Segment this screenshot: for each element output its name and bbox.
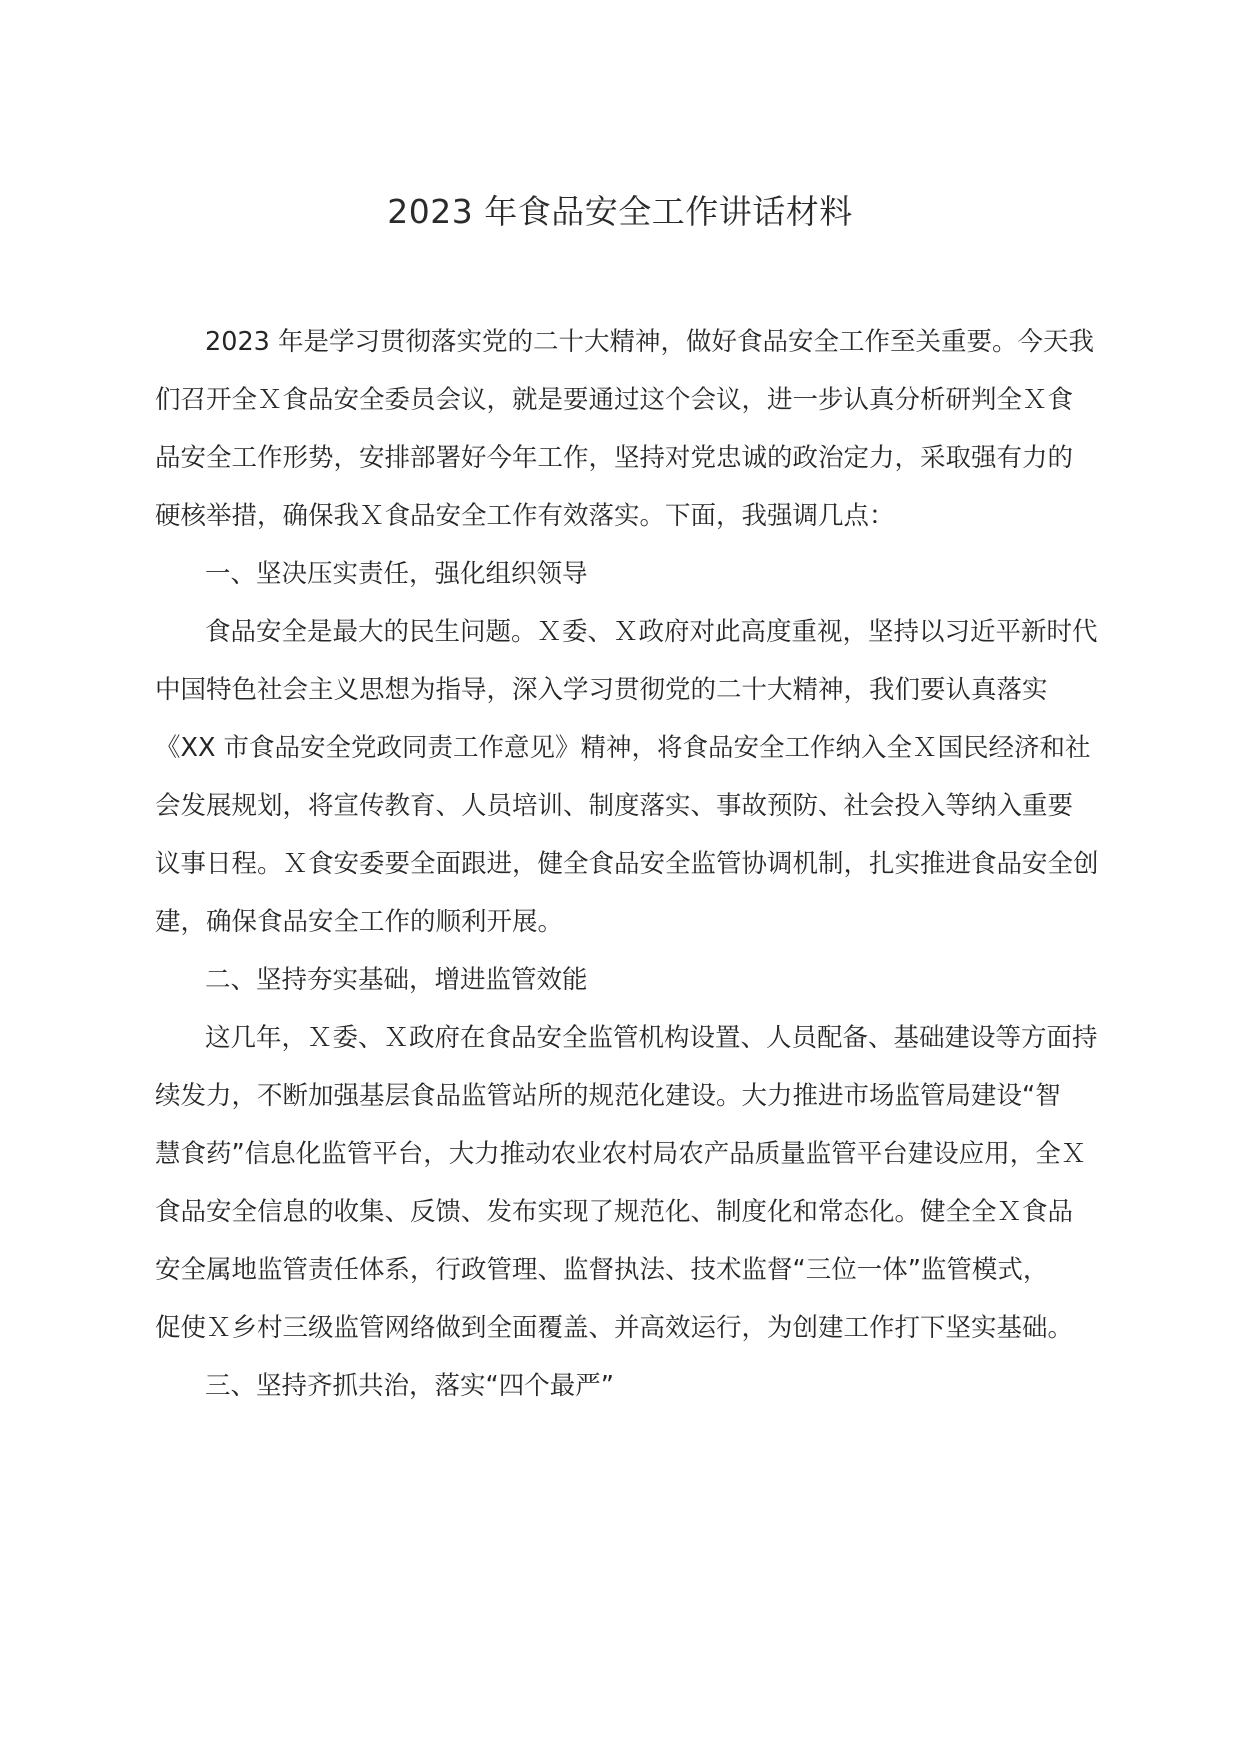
paragraph-1-line-4: 会发展规划，将宣传教育、人员培训、制度落实、事故预防、社会投入等纳入重要 bbox=[155, 791, 1074, 821]
paragraph-1-line-5: 议事日程。Ｘ食安委要全面跟进，健全食品安全监管协调机制，扎实推进食品安全创 bbox=[155, 849, 1099, 879]
paragraph-intro-line-3: 品安全工作形势，安排部署好今年工作，坚持对党忠诚的政治定力，采取强有力的 bbox=[155, 443, 1074, 473]
paragraph-2-line-3: 慧食药”信息化监管平台，大力推动农业农村局农产品质量监管平台建设应用，全Ｘ bbox=[155, 1139, 1087, 1169]
section-heading-2: 二、坚持夯实基础，增进监管效能 bbox=[205, 965, 588, 995]
paragraph-1-line-3: 《XX 市食品安全党政同责工作意见》精神，将食品安全工作纳入全Ｘ国民经济和社 bbox=[155, 733, 1091, 763]
paragraph-intro-line-2: 们召开全Ｘ食品安全委员会议，就是要通过这个会议，进一步认真分析研判全Ｘ食 bbox=[155, 385, 1074, 415]
paragraph-2-line-4: 食品安全信息的收集、反馈、发布实现了规范化、制度化和常态化。健全全Ｘ食品 bbox=[155, 1197, 1074, 1227]
document-title: 2023 年食品安全工作讲话材料 bbox=[387, 192, 853, 231]
paragraph-1-line-6: 建，确保食品安全工作的顺利开展。 bbox=[155, 907, 564, 937]
paragraph-2-line-2: 续发力，不断加强基层食品监管站所的规范化建设。大力推进市场监管局建设“智 bbox=[155, 1081, 1061, 1111]
section-heading-3: 三、坚持齐抓共治，落实“四个最严” bbox=[205, 1371, 614, 1401]
paragraph-intro-line-1: 2023 年是学习贯彻落实党的二十大精神，做好食品安全工作至关重要。今天我 bbox=[205, 327, 1095, 357]
paragraph-1-line-2: 中国特色社会主义思想为指导，深入学习贯彻党的二十大精神，我们要认真落实 bbox=[155, 675, 1048, 705]
paragraph-2-line-6: 促使Ｘ乡村三级监管网络做到全面覆盖、并高效运行，为创建工作打下坚实基础。 bbox=[155, 1313, 1074, 1343]
paragraph-2-line-5: 安全属地监管责任体系，行政管理、监督执法、技术监督“三位一体”监管模式， bbox=[155, 1255, 1049, 1285]
paragraph-2-line-1: 这几年，Ｘ委、Ｘ政府在食品安全监管机构设置、人员配备、基础建设等方面持 bbox=[205, 1023, 1098, 1053]
paragraph-intro-line-4: 硬核举措，确保我Ｘ食品安全工作有效落实。下面，我强调几点： bbox=[155, 501, 895, 531]
section-heading-1: 一、坚决压实责任，强化组织领导 bbox=[205, 559, 588, 589]
paragraph-1-line-1: 食品安全是最大的民生问题。Ｘ委、Ｘ政府对此高度重视，坚持以习近平新时代 bbox=[205, 617, 1098, 647]
